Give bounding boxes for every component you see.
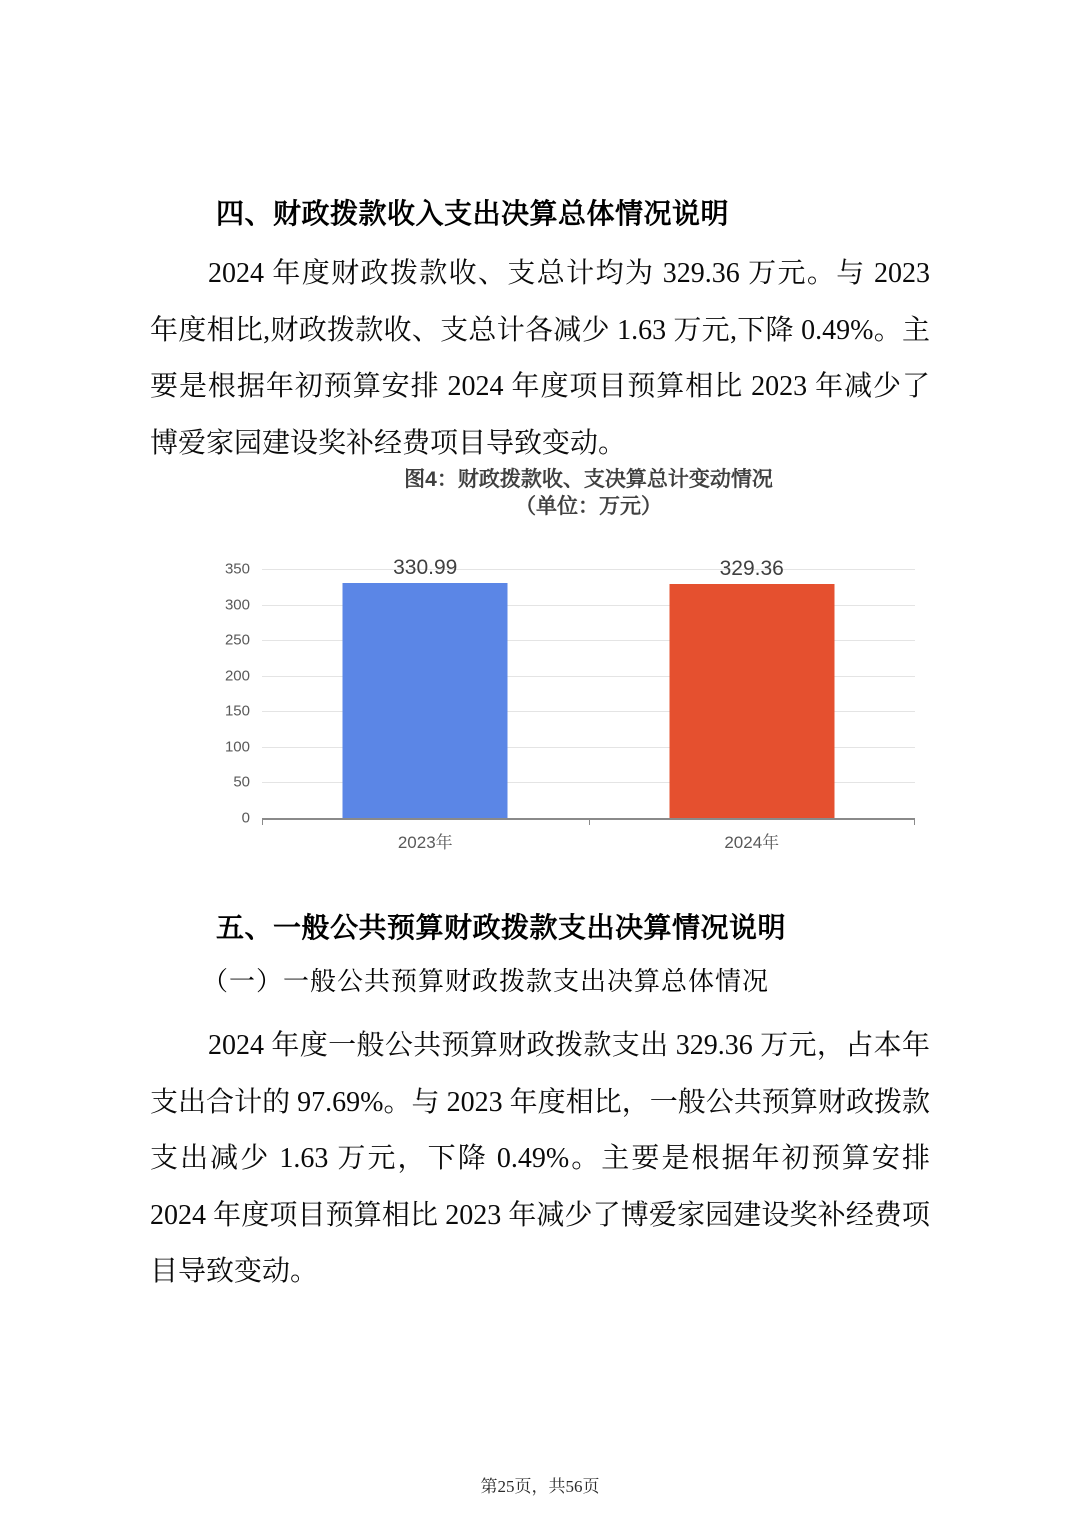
category-label-2023: 2023年 xyxy=(397,833,453,852)
bar-value-label-2023: 330.99 xyxy=(393,555,458,579)
bar-2024 xyxy=(669,584,834,818)
y-tick-label-0: 0 xyxy=(241,809,250,827)
section4-heading: 四、财政拨款收入支出决算总体情况说明 xyxy=(216,198,730,229)
bar-value-label-2024: 329.36 xyxy=(719,556,784,580)
y-tick-label-300: 300 xyxy=(224,596,250,614)
y-tick-label-100: 100 xyxy=(224,738,250,756)
y-tick-label-200: 200 xyxy=(224,667,250,685)
category-label-2024: 2024年 xyxy=(724,833,780,852)
gridline-350 xyxy=(262,569,915,570)
bar-2023 xyxy=(343,583,508,818)
section4-paragraph: 2024 年度财政拨款收、支总计均为 329.36 万元。与 2023 年度相比,财政拨款收、支总计各减少 1.63 万元,下降 0.49%。主要是根据年初预算安排 2024 年度项目预算相比 2023 年减少了博爱家园建设奖补经费项目导致变动。 xyxy=(150,258,930,459)
chart-title: 图4：财政拨款收、支决算总计变动情况 xyxy=(404,468,773,491)
x-axis-tick-0 xyxy=(262,818,263,825)
section5-subheading: （一）一般公共预算财政拨款支出决算总体情况 xyxy=(202,967,770,996)
y-tick-label-250: 250 xyxy=(224,631,250,649)
chart-title-group xyxy=(262,466,915,520)
page-number: 第25页，共56页 xyxy=(480,1477,600,1496)
section5-paragraph: 2024 年度一般公共预算财政拨款支出 329.36 万元，占本年支出合计的 97.69%。与 2023 年度相比，一般公共预算财政拨款支出减少 1.63 万元，下降 0.49%。主要是根据年初预算安排 2024 年度项目预算相比 2023 年减少了博爱家园建设奖补经费项目导致变动。 xyxy=(150,1030,930,1287)
chart-unit-label: （单位：万元） xyxy=(515,495,662,518)
y-tick-label-50: 50 xyxy=(233,773,250,791)
y-tick-label-150: 150 xyxy=(224,702,250,720)
section5-heading: 五、一般公共预算财政拨款支出决算情况说明 xyxy=(216,912,787,943)
x-axis-tick-2 xyxy=(914,818,915,825)
plot-wrap xyxy=(224,555,915,852)
plot-area xyxy=(224,555,915,852)
figure4-bar-chart xyxy=(207,466,919,856)
x-axis-tick-1 xyxy=(589,818,590,825)
y-tick-label-350: 350 xyxy=(224,560,250,578)
